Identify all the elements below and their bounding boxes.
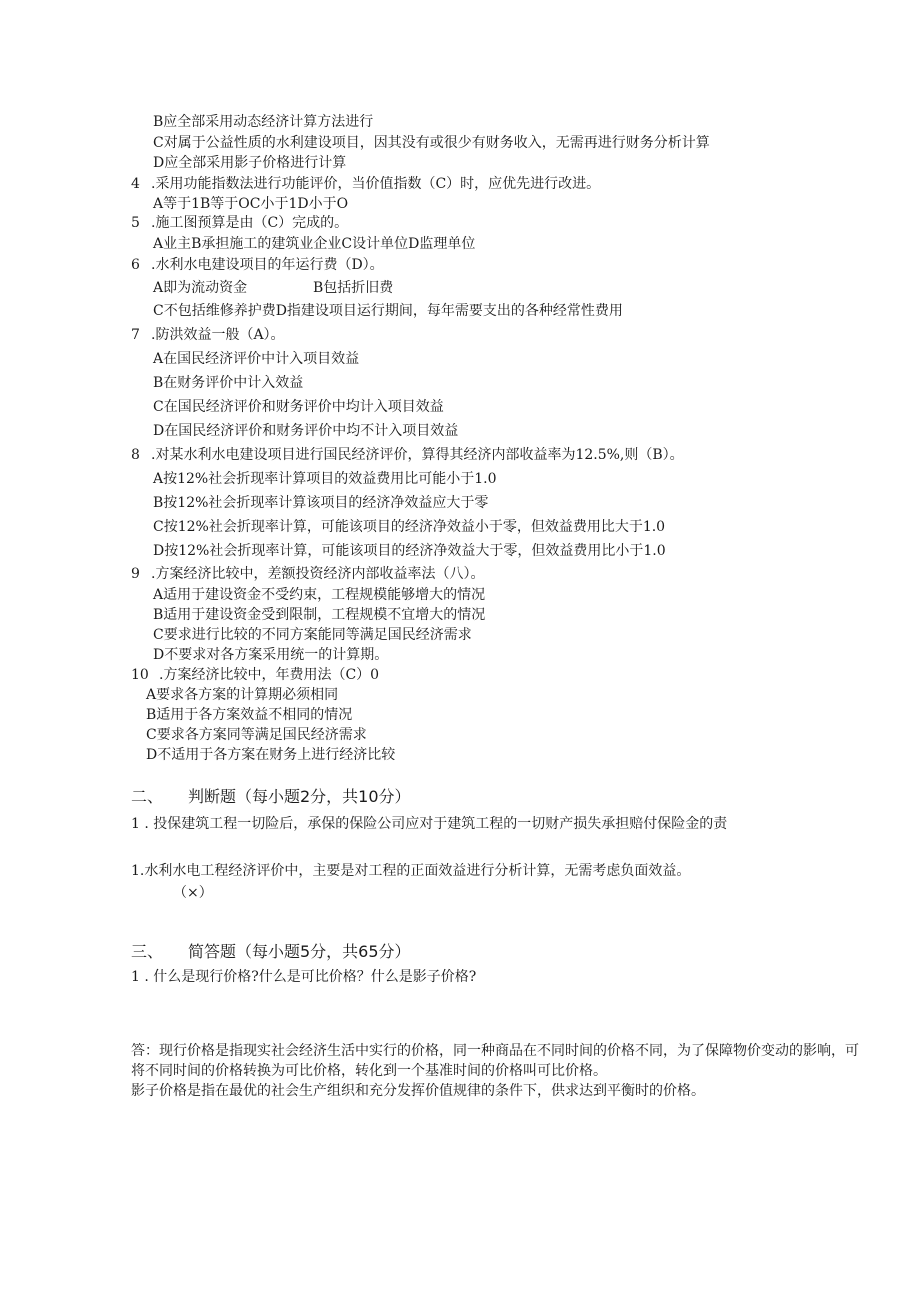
q3-option-b: B应全部采用动态经济计算方法进行 [153,114,374,130]
q6-text: .水利水电建设项目的年运行费（D）。 [151,257,384,273]
q10-option-b: B适用于各方案效益不相同的情况 [146,707,353,723]
q8-option-a: A按12%社会折现率计算项目的效益费用比可能小于1.0 [153,471,497,487]
q9-number: 9 [131,566,140,582]
q5-options: A业主B承担施工的建筑业企业C设计单位D监理单位 [153,236,476,252]
q10-option-d: D不适用于各方案在财务上进行经济比较 [146,747,396,763]
q7-option-d: D在国民经济评价和财务评价中均不计入项目效益 [153,423,459,439]
q6-number: 6 [131,257,140,273]
q8-text: .对某水利水电建设项目进行国民经济评价，算得其经济内部收益率为12.5%,则（B）。 [151,447,684,463]
short-answer-q1: 1 . 什么是现行价格?什么是可比价格？什么是影子价格? [131,969,477,985]
q8-option-d: D按12%社会折现率计算，可能该项目的经济净效益大于零，但效益费用比小于1.0 [153,543,666,559]
short-answer-q1-answer-p2: 影子价格是指在最优的社会生产组织和充分发挥价值规律的条件下，供求达到平衡时的价格。 [131,1083,705,1099]
q6-option-cd: C不包括维修养护费D指建设项目运行期间，每年需要支出的各种经常性费用 [153,303,623,319]
q9-option-b: B适用于建设资金受到限制，工程规模不宜增大的情况 [153,607,486,623]
q8-option-b: B按12%社会折现率计算该项目的经济净效益应大于零 [153,495,489,511]
q7-option-a: A在国民经济评价中计入项目效益 [153,351,360,367]
q5-number: 5 [131,215,140,231]
q5-text: .施工图预算是由（C）完成的。 [151,215,349,231]
q10-option-a: A要求各方案的计算期必须相同 [146,687,339,703]
judgement-q2: 1.水利水电工程经济评价中，主要是对工程的正面效益进行分析计算，无需考虑负面效益。 [131,863,691,879]
q3-option-d: D应全部采用影子价格进行计算 [153,155,347,171]
q10-option-c: C要求各方案同等满足国民经济需求 [146,727,367,743]
section-3-title: 简答题（每小题5分，共65分） [188,942,411,961]
q8-option-c: C按12%社会折现率计算，可能该项目的经济净效益小于零，但效益费用比大于1.0 [153,519,666,535]
section-3-number: 三、 [131,942,164,961]
q8-number: 8 [131,447,140,463]
judgement-q1: 1 . 投保建筑工程一切险后，承保的保险公司应对于建筑工程的一切财产损失承担赔付保险金的责 [131,816,728,832]
q6-option-a: A即为流动资金 [153,280,248,296]
q7-text: .防洪效益一般（A）。 [151,327,285,343]
q7-option-b: B在财务评价中计入效益 [153,375,304,391]
q4-text: .采用功能指数法进行功能评价，当价值指数（C）时，应优先进行改进。 [151,176,601,192]
q9-option-c: C要求进行比较的不同方案能同等满足国民经济需求 [153,627,472,643]
section-2-title: 判断题（每小题2分，共10分） [188,787,411,806]
q9-text: .方案经济比较中，差额投资经济内部收益率法（八）。 [151,566,485,582]
q9-option-a: A适用于建设资金不受约束，工程规模能够增大的情况 [153,587,486,603]
q4-number: 4 [131,176,140,192]
q10-number: 10 [131,667,149,683]
short-answer-q1-answer-p1: 答：现行价格是指现实社会经济生活中实行的价格，同一种商品在不同时间的价格不同，为了保障物价变动的影响，可将不同时间的价格转换为可比价格，转化到一个基准时间的价格叫可比价格。 [131,1043,859,1079]
q4-options: A等于1B等于OC小于1D小于O [153,196,349,212]
q6-option-b: B包括折旧费 [313,280,394,296]
judgement-q2-answer: （×） [173,885,213,901]
q10-text: .方案经济比较中，年费用法（C）0 [159,667,380,683]
q9-option-d: D不要求对各方案采用统一的计算期。 [153,647,389,663]
q7-number: 7 [131,327,140,343]
q3-option-c: C对属于公益性质的水利建设项目，因其没有或很少有财务收入，无需再进行财务分析计算 [153,135,710,151]
q7-option-c: C在国民经济评价和财务评价中均计入项目效益 [153,399,444,415]
section-2-number: 二、 [131,787,164,806]
